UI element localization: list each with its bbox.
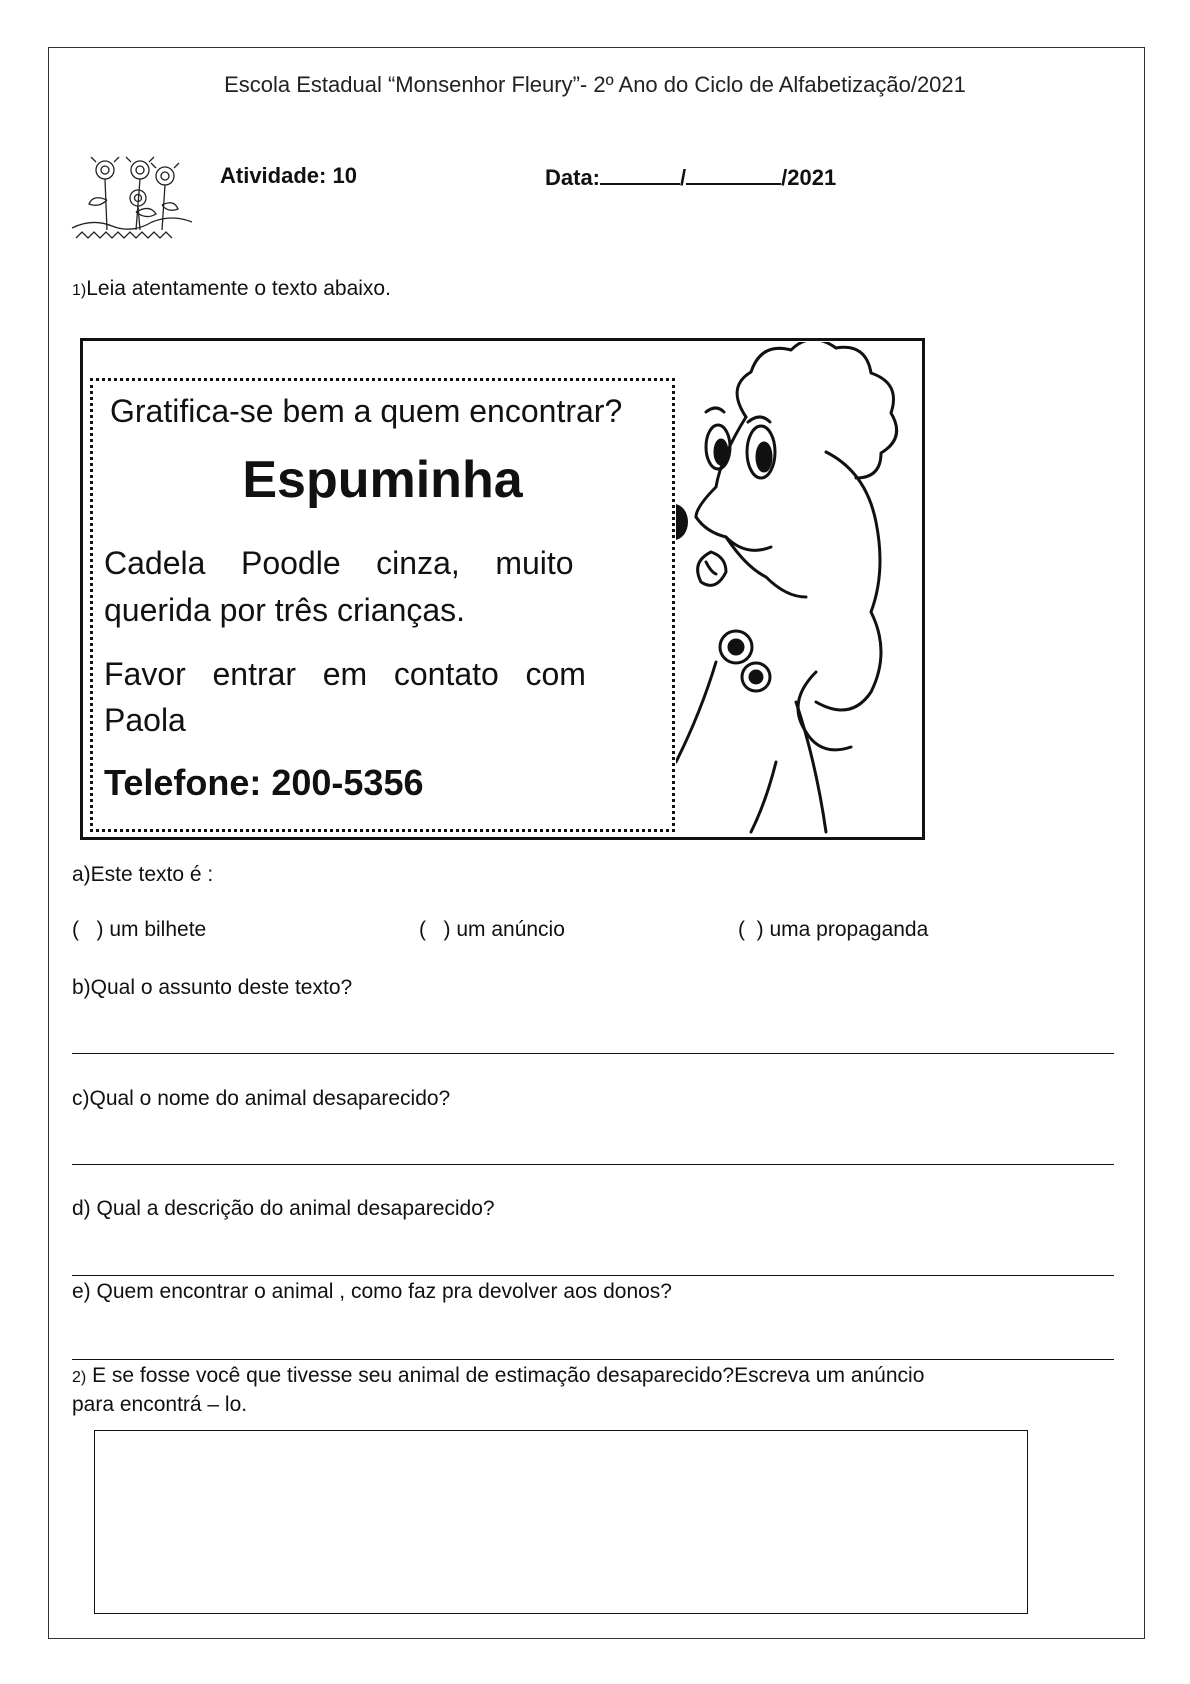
activity-number: Atividade: 10 <box>220 163 357 188</box>
question-c-answer-line[interactable] <box>72 1164 1114 1165</box>
ad-description-line-2: querida por três crianças. <box>104 592 466 628</box>
option-anuncio[interactable]: ( ) um anúncio <box>419 918 565 941</box>
ad-contact-line-1: Favor entrar em contato com <box>104 656 586 692</box>
question-e-answer-line[interactable] <box>72 1359 1114 1360</box>
sunflowers-icon <box>70 150 200 245</box>
question-b-answer-line[interactable] <box>72 1053 1114 1054</box>
option-propaganda[interactable]: ( ) uma propaganda <box>738 918 929 941</box>
date-field <box>545 163 836 191</box>
date-separator: / <box>680 165 687 190</box>
ad-dog-name: Espuminha <box>242 451 523 509</box>
question-d-answer-line[interactable] <box>72 1275 1114 1276</box>
date-day-blank <box>600 163 680 185</box>
date-year: /2021 <box>781 165 837 190</box>
question-2-text: E se fosse você que tivesse seu animal de estimação desaparecido?Escreva um anúncio <box>92 1364 925 1387</box>
question-2-line-2: para encontrá – lo. <box>72 1393 248 1416</box>
school-title: Escola Estadual “Monsenhor Fleury”- 2º Ano do Ciclo de Alfabetização/2021 <box>224 72 966 97</box>
question-d-prompt: d) Qual a descrição do animal desaparecido? <box>72 1197 495 1220</box>
date-month-blank <box>686 163 781 185</box>
question-b-prompt: b)Qual o assunto deste texto? <box>72 976 353 999</box>
question-2-line-1 <box>72 1364 924 1388</box>
question-1 <box>72 277 391 301</box>
ad-description-line-1: Cadela Poodle cinza, muito <box>104 545 574 581</box>
date-label: Data: <box>545 165 601 190</box>
option-bilhete[interactable]: ( ) um bilhete <box>72 918 207 941</box>
ad-phone: Telefone: 200-5356 <box>104 762 424 803</box>
question-a-prompt: a)Este texto é : <box>72 863 214 886</box>
poodle-illustration-icon <box>676 342 922 836</box>
ad-contact-line-2: Paola <box>104 702 186 738</box>
question-1-text: Leia atentamente o texto abaixo. <box>86 277 391 300</box>
question-c-prompt: c)Qual o nome do animal desaparecido? <box>72 1087 451 1110</box>
question-e-prompt: e) Quem encontrar o animal , como faz pra devolver aos donos? <box>72 1280 672 1303</box>
question-2-number: 2) <box>72 1369 87 1386</box>
question-2-answer-box[interactable] <box>94 1430 1028 1614</box>
ad-reward-line: Gratifica-se bem a quem encontrar? <box>110 393 623 429</box>
question-1-number: 1) <box>72 282 87 299</box>
